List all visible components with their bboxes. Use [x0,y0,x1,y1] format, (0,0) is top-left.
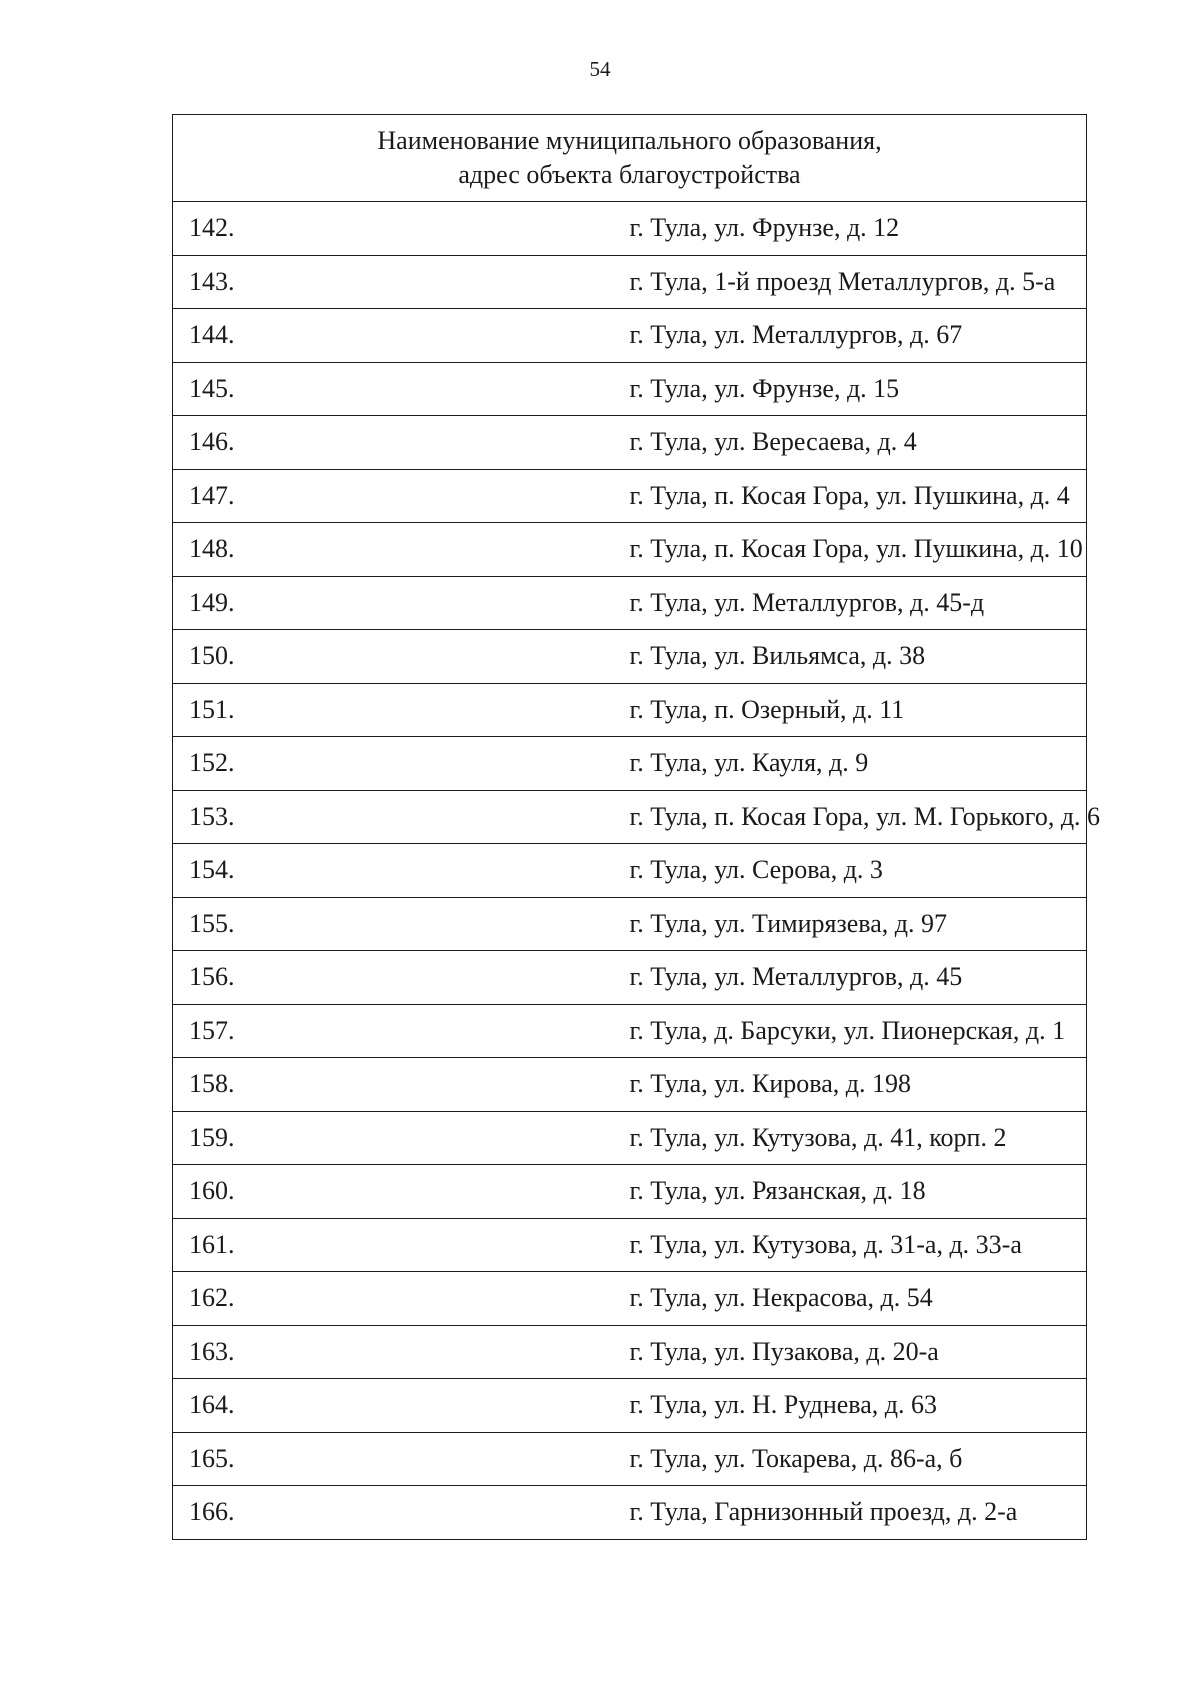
table-header-line-2: адрес объекта благоустройства [458,160,801,189]
row-address: г. Тула, ул. Кирова, д. 198 [630,1058,1087,1112]
table-row [173,1379,1087,1433]
row-number: 164. [173,1379,630,1433]
row-address: г. Тула, п. Косая Гора, ул. Пушкина, д. 10 [630,523,1087,577]
table-row [173,897,1087,951]
row-address: г. Тула, ул. Тимирязева, д. 97 [630,897,1087,951]
table-row [173,1486,1087,1540]
table-header-row [173,115,1087,202]
table-row [173,1058,1087,1112]
table-row [173,523,1087,577]
row-number: 158. [173,1058,630,1112]
table-row [173,1272,1087,1326]
row-number: 151. [173,683,630,737]
row-address: г. Тула, ул. Токарева, д. 86-а, б [630,1432,1087,1486]
table-row [173,737,1087,791]
row-number: 159. [173,1111,630,1165]
row-address: г. Тула, ул. Вильямса, д. 38 [630,630,1087,684]
row-address: г. Тула, ул. Фрунзе, д. 12 [630,202,1087,256]
table-row [173,576,1087,630]
table-header [173,115,1087,202]
row-address: г. Тула, ул. Металлургов, д. 45 [630,951,1087,1005]
row-number: 163. [173,1325,630,1379]
row-number: 143. [173,255,630,309]
row-number: 148. [173,523,630,577]
table-row [173,309,1087,363]
table-row [173,1165,1087,1219]
row-address: г. Тула, ул. Пузакова, д. 20-а [630,1325,1087,1379]
table-body [173,202,1101,1540]
table-row [173,469,1087,523]
row-number: 147. [173,469,630,523]
row-number: 155. [173,897,630,951]
row-address: г. Тула, ул. Серова, д. 3 [630,844,1087,898]
row-address: г. Тула, п. Косая Гора, ул. М. Горького, д. 6 [630,790,1087,844]
row-address: г. Тула, Гарнизонный проезд, д. 2-а [630,1486,1087,1540]
row-address: г. Тула, п. Озерный, д. 11 [630,683,1087,737]
row-number: 153. [173,790,630,844]
addresses-table [172,114,1101,1540]
row-address: г. Тула, ул. Кутузова, д. 31-а, д. 33-а [630,1218,1087,1272]
table-row [173,416,1087,470]
row-number: 156. [173,951,630,1005]
row-address: г. Тула, ул. Вересаева, д. 4 [630,416,1087,470]
row-address: г. Тула, ул. Некрасова, д. 54 [630,1272,1087,1326]
row-address: г. Тула, 1-й проезд Металлургов, д. 5-а [630,255,1087,309]
table-row [173,1004,1087,1058]
row-number: 149. [173,576,630,630]
table-row [173,1218,1087,1272]
row-number: 154. [173,844,630,898]
row-address: г. Тула, ул. Рязанская, д. 18 [630,1165,1087,1219]
row-number: 162. [173,1272,630,1326]
row-address: г. Тула, ул. Фрунзе, д. 15 [630,362,1087,416]
table-row [173,951,1087,1005]
row-number: 152. [173,737,630,791]
table-row [173,683,1087,737]
row-number: 144. [173,309,630,363]
row-number: 161. [173,1218,630,1272]
row-number: 145. [173,362,630,416]
row-number: 142. [173,202,630,256]
table-row [173,362,1087,416]
row-address: г. Тула, ул. Металлургов, д. 67 [630,309,1087,363]
table-row [173,202,1087,256]
row-address: г. Тула, ул. Металлургов, д. 45-д [630,576,1087,630]
row-address: г. Тула, ул. Н. Руднева, д. 63 [630,1379,1087,1433]
row-address: г. Тула, ул. Кауля, д. 9 [630,737,1087,791]
row-number: 150. [173,630,630,684]
page-number: 54 [589,57,611,81]
table-header-line-1: Наименование муниципального образования, [377,126,882,155]
table-row [173,255,1087,309]
row-number: 146. [173,416,630,470]
row-number: 165. [173,1432,630,1486]
row-address: г. Тула, п. Косая Гора, ул. Пушкина, д. 4 [630,469,1087,523]
row-address: г. Тула, д. Барсуки, ул. Пионерская, д. 1 [630,1004,1087,1058]
row-number: 166. [173,1486,630,1540]
table-row [173,1111,1087,1165]
table-row [173,1325,1087,1379]
table-row [173,844,1087,898]
row-number: 160. [173,1165,630,1219]
table-row [173,1432,1087,1486]
row-number: 157. [173,1004,630,1058]
table-row [173,630,1087,684]
table-row [173,790,1087,844]
row-address: г. Тула, ул. Кутузова, д. 41, корп. 2 [630,1111,1087,1165]
